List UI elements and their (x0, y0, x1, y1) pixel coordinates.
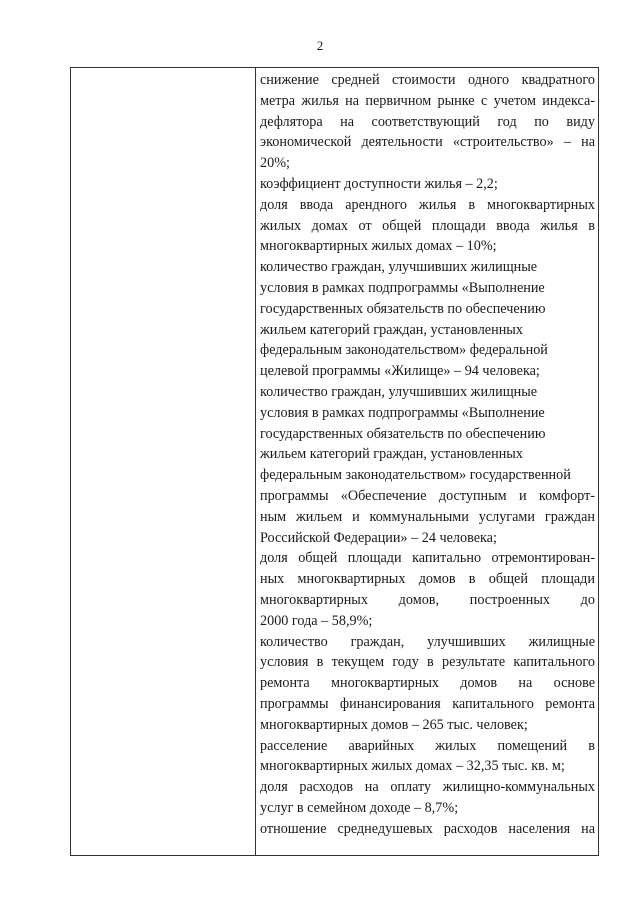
text-line: жильем категорий граждан, установленных (260, 321, 523, 338)
text-line: многоквартирных жилых домах – 10%; (260, 238, 497, 255)
text-line: количество граждан, улучшивших жилищные (260, 633, 595, 650)
text-line: доля общей площади капитально отремонтирован- (260, 550, 595, 567)
text-line: ремонта многоквартирных домов на основе (260, 675, 595, 692)
text-line: отношение среднедушевых расходов населения на (260, 820, 595, 837)
text-line: услуг в семейном доходе – 8,7%; (260, 799, 459, 816)
text-line: многоквартирных домов, построенных до (260, 591, 595, 608)
text-line: многоквартирных жилых домах – 32,35 тыс. кв. м; (260, 758, 565, 775)
text-line: расселение аварийных жилых помещений в (260, 737, 595, 754)
table-left-cell (71, 68, 255, 855)
text-line: доля ввода арендного жилья в многоквартирных (260, 196, 595, 213)
text-line: количество граждан, улучшивших жилищные (260, 259, 538, 276)
text-line: федеральным законодательством» государственной (260, 467, 571, 484)
text-line: целевой программы «Жилище» – 94 человека; (260, 363, 540, 380)
text-line: количество граждан, улучшивших жилищные (260, 383, 538, 400)
text-line: жильем категорий граждан, установленных (260, 446, 523, 463)
text-line: 2000 года – 58,9%; (260, 612, 373, 629)
text-line: дефлятора на соответствующий год по виду (260, 113, 595, 130)
text-line: Российской Федерации» – 24 человека; (260, 529, 497, 546)
text-line: государственных обязательств по обеспечению (260, 425, 546, 442)
text-line: жилых домах от общей площади ввода жилья в (260, 217, 595, 234)
text-line: государственных обязательств по обеспечению (260, 300, 546, 317)
text-line: коэффициент доступности жилья – 2,2; (260, 175, 498, 192)
text-line: программы «Обеспечение доступным и комфорт- (260, 487, 595, 504)
text-line: ным жильем и коммунальными услугами граждан (260, 508, 595, 525)
text-line: 20%; (260, 155, 290, 172)
text-line: программы финансирования капитального ремонта (260, 695, 595, 712)
text-line: условия в текущем году в результате капитального (260, 654, 595, 671)
text-line: федеральным законодательством» федеральной (260, 342, 548, 359)
text-line: условия в рамках подпрограммы «Выполнение (260, 279, 545, 296)
text-line: ных многоквартирных домов в общей площади (260, 571, 595, 588)
table-right-cell (256, 68, 598, 839)
page-number: 2 (316, 38, 324, 53)
document-table (70, 67, 599, 856)
text-line: условия в рамках подпрограммы «Выполнение (260, 404, 545, 421)
text-line: экономической деятельности «строительство» – на (260, 134, 595, 151)
text-line: многоквартирных домов – 265 тыс. человек; (260, 716, 528, 733)
text-line: метра жилья на первичном рынке с учетом индекса- (260, 92, 595, 109)
text-line: снижение средней стоимости одного квадратного (260, 72, 595, 88)
text-line: доля расходов на оплату жилищно-коммунальных (260, 779, 595, 796)
